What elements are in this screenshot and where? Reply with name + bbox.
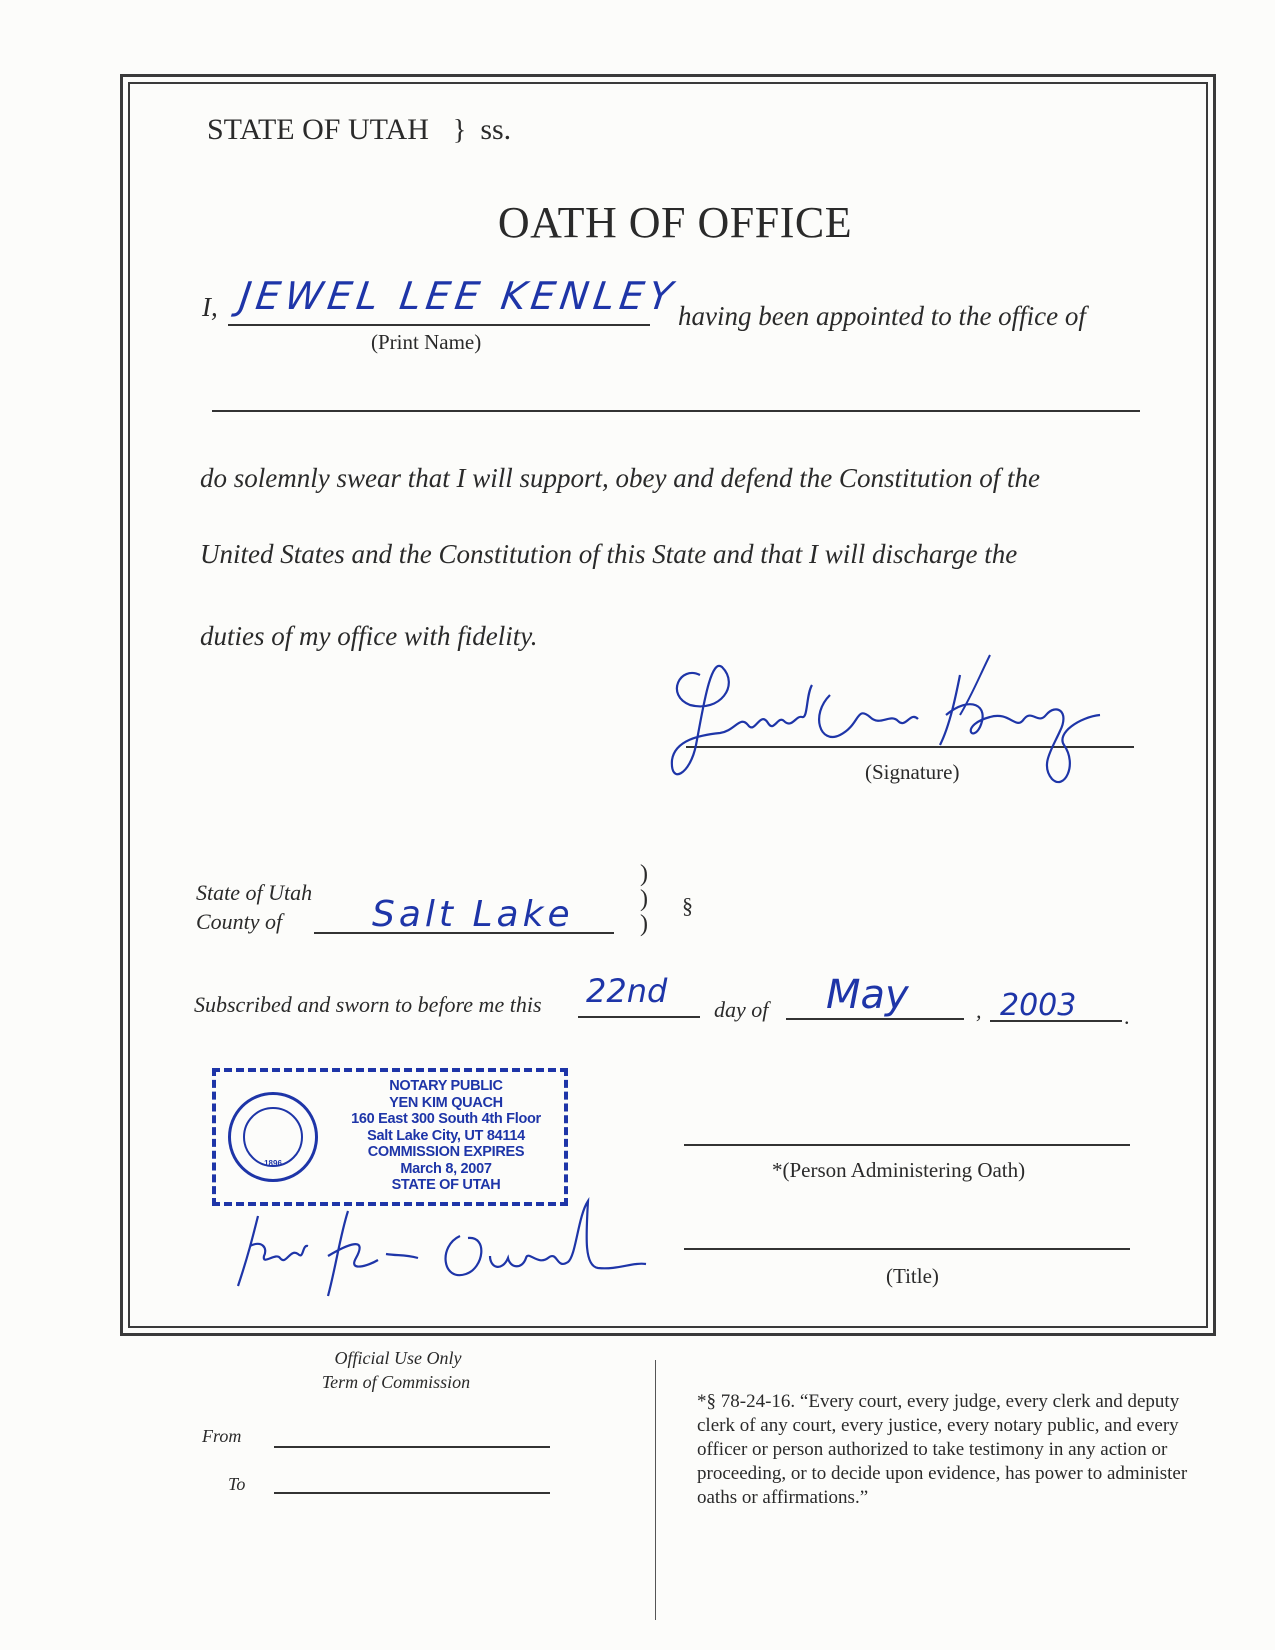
oath-line-3: duties of my office with fidelity. [200, 621, 538, 651]
stamp-line-6: March 8, 2007 [400, 1160, 492, 1177]
footer-divider [655, 1360, 656, 1620]
day-value[interactable]: 22nd [586, 972, 668, 1010]
official-use-heading: Official Use Only [334, 1348, 462, 1368]
office-line[interactable] [212, 410, 1140, 412]
year-value[interactable]: 2003 [1000, 988, 1077, 1023]
day-line [578, 1016, 700, 1018]
state-seal-inner [243, 1107, 303, 1167]
month-value[interactable]: May [826, 972, 909, 1018]
notary-stamp [212, 1068, 568, 1206]
oath-line-2: United States and the Constitution of this State and that I will discharge the [200, 539, 1018, 569]
oath-line-1: do solemnly swear that I will support, obey and defend the Constitution of the [200, 463, 1040, 493]
stamp-line-7: STATE OF UTAH [391, 1177, 501, 1193]
date-period: . [1124, 1004, 1130, 1029]
title-line[interactable] [684, 1248, 1130, 1250]
title-caption: (Title) [886, 1264, 939, 1288]
state-header [207, 113, 511, 147]
to-line[interactable] [274, 1492, 550, 1494]
print-name-caption: (Print Name) [371, 330, 482, 354]
subscribed-text: Subscribed and sworn to before me this [194, 992, 542, 1017]
date-comma: , [976, 998, 982, 1023]
paren-3: ) [640, 911, 648, 937]
stamp-line-5: COMMISSION EXPIRES [367, 1144, 525, 1160]
stamp-line-3: 160 East 300 South 4th Floor [351, 1111, 541, 1127]
venue-state-label: State of Utah [196, 880, 313, 905]
stamp-line-2: YEN KIM QUACH [389, 1094, 503, 1111]
from-line[interactable] [274, 1446, 550, 1448]
day-of-label: day of [714, 997, 769, 1022]
statute-footnote: *§ 78-24-16. “Every court, every judge, every clerk and deputy clerk of any court, every justice, every notary public, and every officer or person authorized to take testimony in any action or proceeding, or to decide upon evidence, has power to administer oaths or affirmations.” [697, 1391, 1188, 1508]
stamp-text [326, 1078, 566, 1194]
document-title: OATH OF OFFICE [497, 198, 853, 247]
paren-1: ) [640, 861, 648, 887]
stamp-line-1: NOTARY PUBLIC [389, 1078, 503, 1094]
county-value[interactable]: Salt Lake [372, 894, 574, 935]
brace: } [452, 115, 467, 146]
venue-parens [640, 862, 648, 937]
state-name: STATE OF UTAH [207, 113, 429, 146]
print-name-line [228, 324, 650, 326]
from-label: From [202, 1426, 242, 1446]
section-symbol: § [682, 893, 693, 918]
ss-label: ss. [480, 113, 512, 146]
stamp-line-4: Salt Lake City, UT 84114 [367, 1127, 525, 1144]
month-line [786, 1018, 964, 1020]
venue-county-label: County of [196, 909, 283, 934]
oath-intro: I, [202, 292, 218, 322]
administering-person-line[interactable] [684, 1144, 1130, 1146]
signature-caption: (Signature) [865, 760, 960, 784]
appointed-text: having been appointed to the office of [678, 301, 1086, 331]
printed-name-value[interactable]: JEWEL LEE KENLEY [236, 274, 681, 318]
seal-year: 1896 [264, 1159, 282, 1168]
state-seal [228, 1092, 318, 1182]
notary-signature[interactable] [228, 1196, 648, 1306]
to-label: To [228, 1474, 246, 1494]
paren-2: ) [640, 886, 648, 912]
term-of-commission-heading: Term of Commission [321, 1372, 471, 1392]
administering-person-caption: *(Person Administering Oath) [772, 1158, 1026, 1182]
